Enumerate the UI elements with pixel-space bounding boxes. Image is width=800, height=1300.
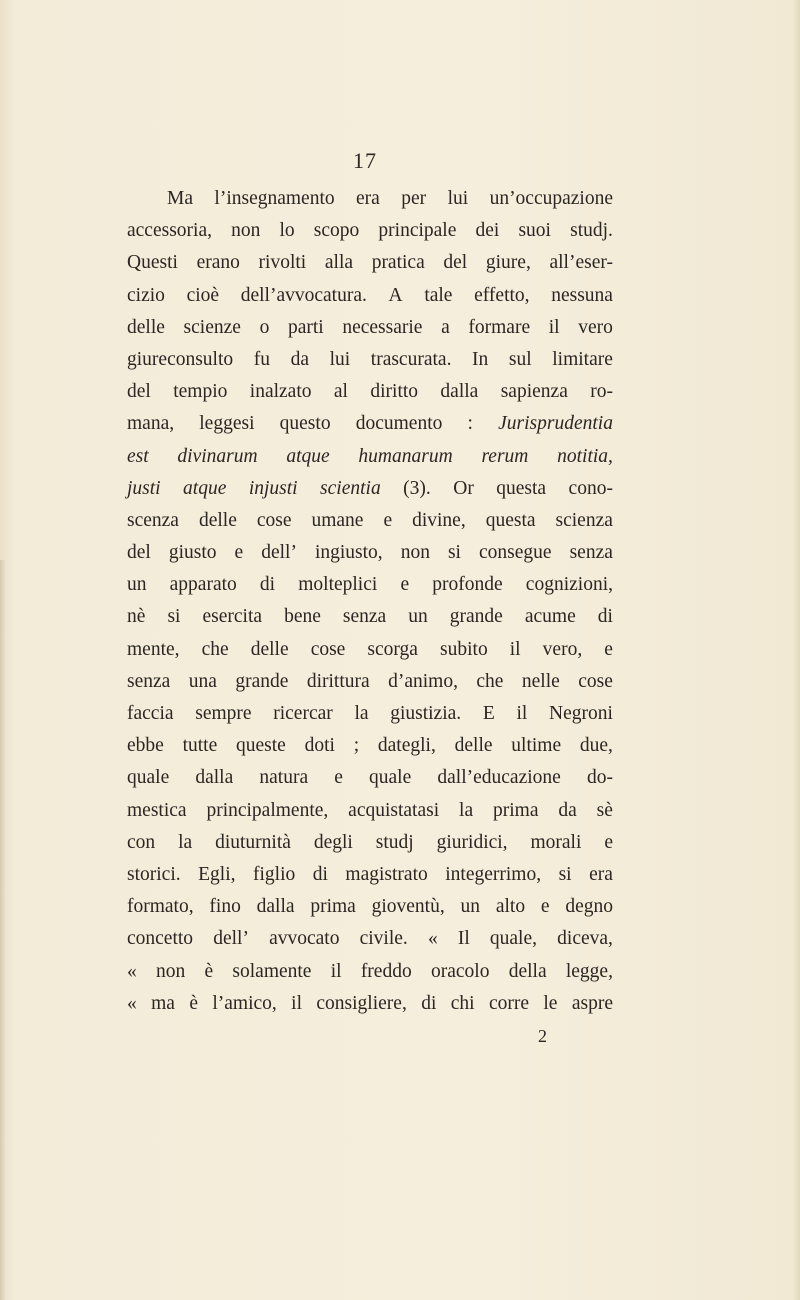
text-line: formato, fino dalla prima gioventù, un alto e degno — [127, 896, 613, 918]
page-edge-shadow-right — [792, 0, 800, 1300]
text-line: Ma l’insegnamento era per lui un’occupazione — [167, 188, 613, 209]
text-line: faccia sempre ricercar la giustizia. E il Negroni — [127, 703, 613, 724]
text-line: nè si esercita bene senza un grande acume di — [127, 606, 613, 628]
text-line: « non è solamente il freddo oracolo della legge, — [127, 960, 613, 982]
text-line: un apparato di molteplici e profonde cognizioni, — [127, 574, 613, 596]
signature-mark: 2 — [538, 1026, 547, 1046]
text-line: scenza delle cose umane e divine, questa scienza — [127, 509, 613, 531]
text-line: con la diuturnità degli studj giuridici, morali e — [127, 831, 613, 853]
text-line: delle scienze o parti necessarie a formare il vero — [127, 316, 613, 338]
body-text — [127, 183, 613, 1020]
text-line: concetto dell’ avvocato civile. « Il quale, diceva, — [127, 928, 613, 950]
text-line: cizio cioè dell’avvocatura. A tale effetto, nessuna — [127, 284, 613, 306]
text-line: senza una grande dirittura d’animo, che nelle cose — [127, 670, 613, 692]
text-line: del giusto e dell’ ingiusto, non si consegue senza — [127, 542, 613, 564]
text-line: quale dalla natura e quale dall’educazione do- — [127, 767, 613, 789]
text-line: del tempio inalzato al diritto dalla sapienza ro- — [127, 381, 613, 403]
text-line: mana, leggesi questo documento : Jurisprudentia — [127, 413, 613, 435]
text-line: ebbe tutte queste doti ; dategli, delle ultime due, — [127, 735, 613, 757]
text-line: storici. Egli, figlio di magistrato integerrimo, si era — [127, 863, 613, 885]
page-number: 17 — [353, 148, 377, 173]
text-line: Questi erano rivolti alla pratica del giure, all’eser- — [127, 252, 613, 274]
text-line: accessoria, non lo scopo principale dei suoi studj. — [127, 220, 613, 242]
text-line: giureconsulto fu da lui trascurata. In sul limitare — [127, 348, 613, 370]
text-line: mestica principalmente, acquistatasi la prima da sè — [127, 799, 613, 821]
page-edge-shadow-left — [0, 560, 6, 1300]
text-line: « ma è l’amico, il consigliere, di chi corre le aspre — [127, 992, 613, 1014]
text-line: justi atque injusti scientia (3). Or questa cono- — [127, 477, 613, 499]
text-line: est divinarum atque humanarum rerum notitia, — [127, 445, 613, 467]
text-line: mente, che delle cose scorga subito il vero, e — [127, 638, 613, 660]
